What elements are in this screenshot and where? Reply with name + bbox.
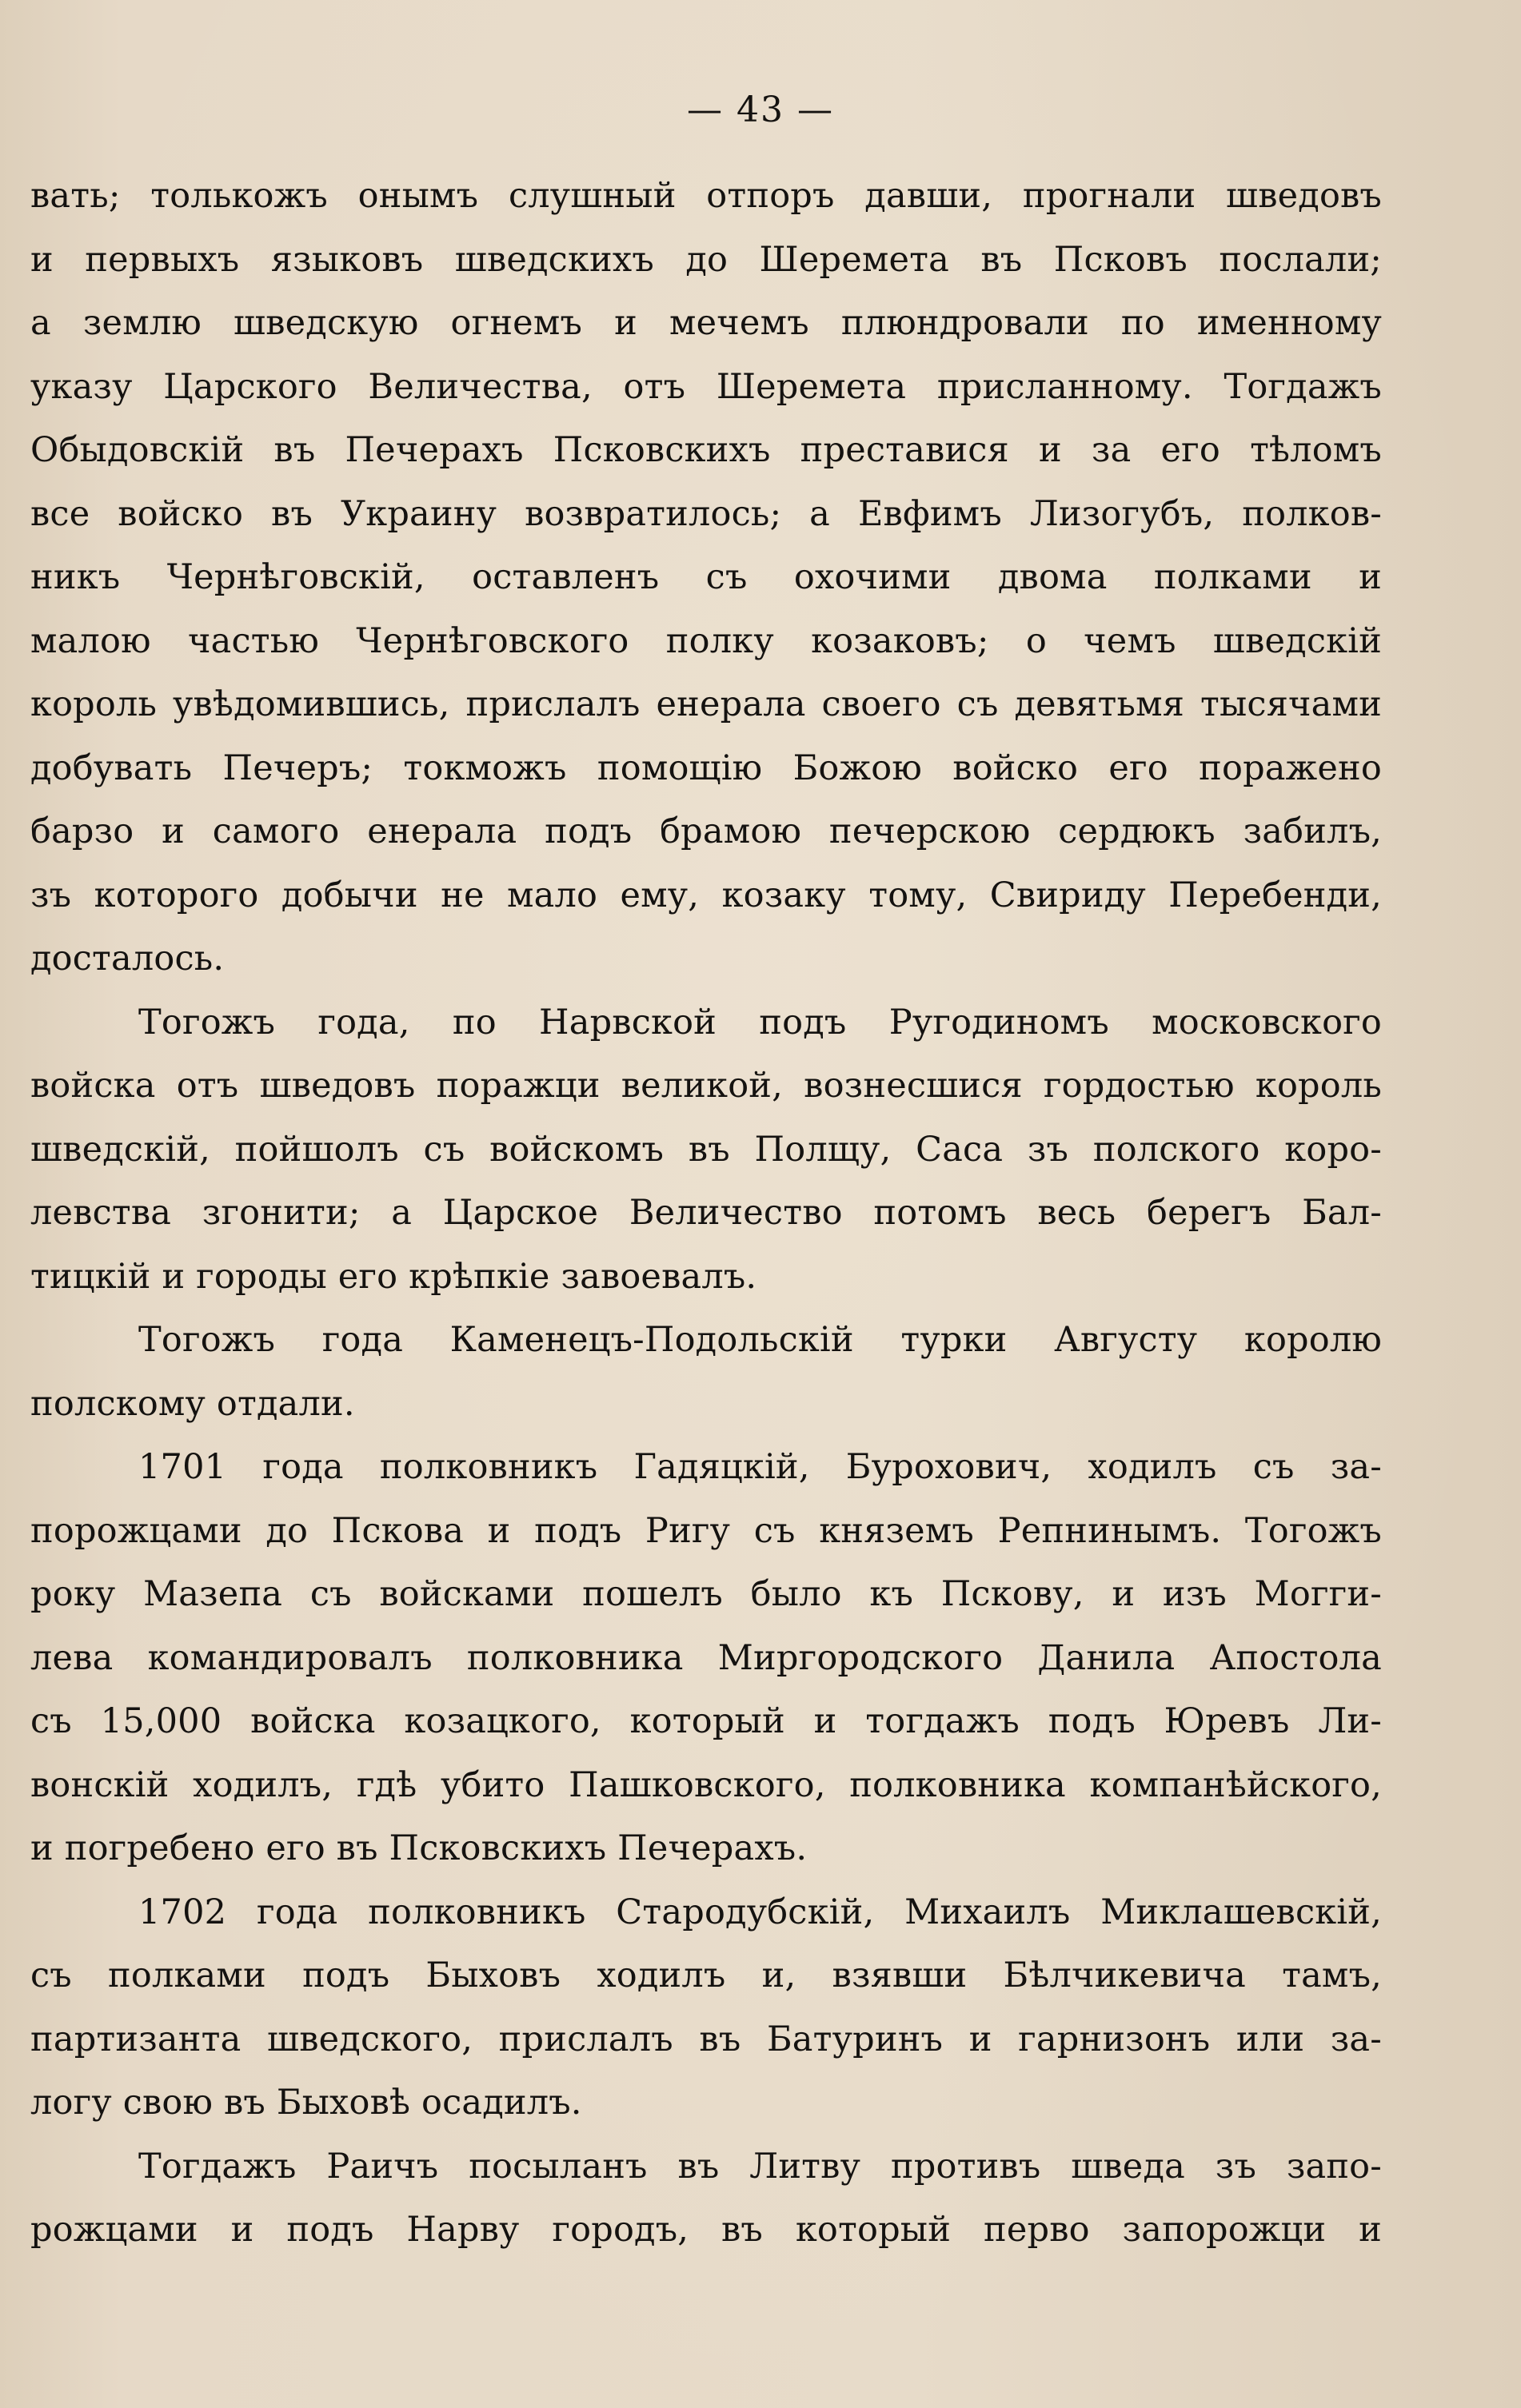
text-line: шведскій, пойшолъ съ войскомъ въ Полщу, Саса зъ полского коро- bbox=[30, 1129, 1382, 1170]
text-line: а землю шведскую огнемъ и мечемъ плюндровали по именному bbox=[30, 303, 1382, 343]
text-line: войска отъ шведовъ поражци великой, вознесшися гордостью король bbox=[30, 1066, 1382, 1106]
text-line: року Мазепа съ войсками пошелъ было къ Пскову, и изъ Могги- bbox=[30, 1574, 1382, 1614]
text-line: съ 15,000 войска козацкого, который и тогдажъ подъ Юревъ Ли- bbox=[30, 1701, 1382, 1741]
text-line: 1701 года полковникъ Гадяцкій, Бурохович, ходилъ съ за- bbox=[138, 1447, 1382, 1487]
text-line: зъ которого добычи не мало ему, козаку тому, Свириду Перебенди, bbox=[30, 875, 1382, 915]
text-line: партизанта шведского, прислалъ въ Батуринъ и гарнизонъ или за- bbox=[30, 2019, 1382, 2059]
text-line: и первыхъ языковъ шведскихъ до Шеремета въ Псковъ послали; bbox=[30, 239, 1382, 280]
page-number: — 43 — bbox=[687, 90, 834, 130]
text-line: малою частью Чернѣговского полку козаковъ; о чемъ шведскій bbox=[30, 620, 1382, 661]
text-line: король увѣдомившись, прислалъ енерала своего съ девятьмя тысячами bbox=[30, 684, 1382, 724]
text-line: лева командировалъ полковника Миргородского Данила Апостола bbox=[30, 1637, 1382, 1678]
text-line: вать; толькожъ онымъ слушный отпоръ давши, прогнали шведовъ bbox=[30, 176, 1382, 216]
text-line: никъ Чернѣговскій, оставленъ съ охочими двома полками и bbox=[30, 557, 1382, 597]
text-line: рожцами и подъ Нарву городъ, въ который перво запорожци и bbox=[30, 2210, 1382, 2250]
text-line: вонскій ходилъ, гдѣ убито Пашковского, полковника компанѣйского, bbox=[30, 1764, 1382, 1805]
text-line: 1702 года полковникъ Стародубскій, Михаилъ Миклашевскій, bbox=[138, 1892, 1382, 1932]
body-text bbox=[30, 165, 1382, 2262]
text-line: барзо и самого енерала подъ брамою печерскою сердюкъ забилъ, bbox=[30, 811, 1382, 851]
text-line: добувать Печеръ; токможъ помощію Божою войско его поражено bbox=[30, 748, 1382, 788]
text-line: указу Царского Величества, отъ Шеремета присланному. Тогдажъ bbox=[30, 366, 1382, 407]
text-line: Тогожъ года Каменецъ-Подольскій турки Августу королю bbox=[138, 1320, 1382, 1360]
text-line: тицкій и городы его крѣпкіе завоевалъ. bbox=[30, 1256, 757, 1297]
text-line: съ полками подъ Быховъ ходилъ и, взявши Бѣлчикевича тамъ, bbox=[30, 1956, 1382, 1995]
text-line: Тогожъ года, по Нарвской подъ Ругодиномъ московского bbox=[138, 1002, 1382, 1043]
text-line: левства згонити; а Царское Величество потомъ весь берегъ Бал- bbox=[30, 1193, 1382, 1233]
text-line: порожцами до Пскова и подъ Ригу съ княземъ Репнинымъ. Тогожъ bbox=[30, 1510, 1382, 1551]
text-line: Обыдовскій въ Печерахъ Псковскихъ преставися и за его тѣломъ bbox=[30, 430, 1382, 470]
text-line: досталось. bbox=[30, 939, 225, 979]
text-line: полскому отдали. bbox=[30, 1383, 355, 1424]
text-line: и погребено его въ Псковскихъ Печерахъ. bbox=[30, 1828, 808, 1868]
text-line: логу свою въ Быховѣ осадилъ. bbox=[30, 2083, 582, 2123]
text-line: Тогдажъ Раичъ посыланъ въ Литву противъ шведа зъ запо- bbox=[138, 2146, 1382, 2187]
text-line: все войско въ Украину возвратилось; а Евфимъ Лизогубъ, полков- bbox=[30, 493, 1382, 534]
